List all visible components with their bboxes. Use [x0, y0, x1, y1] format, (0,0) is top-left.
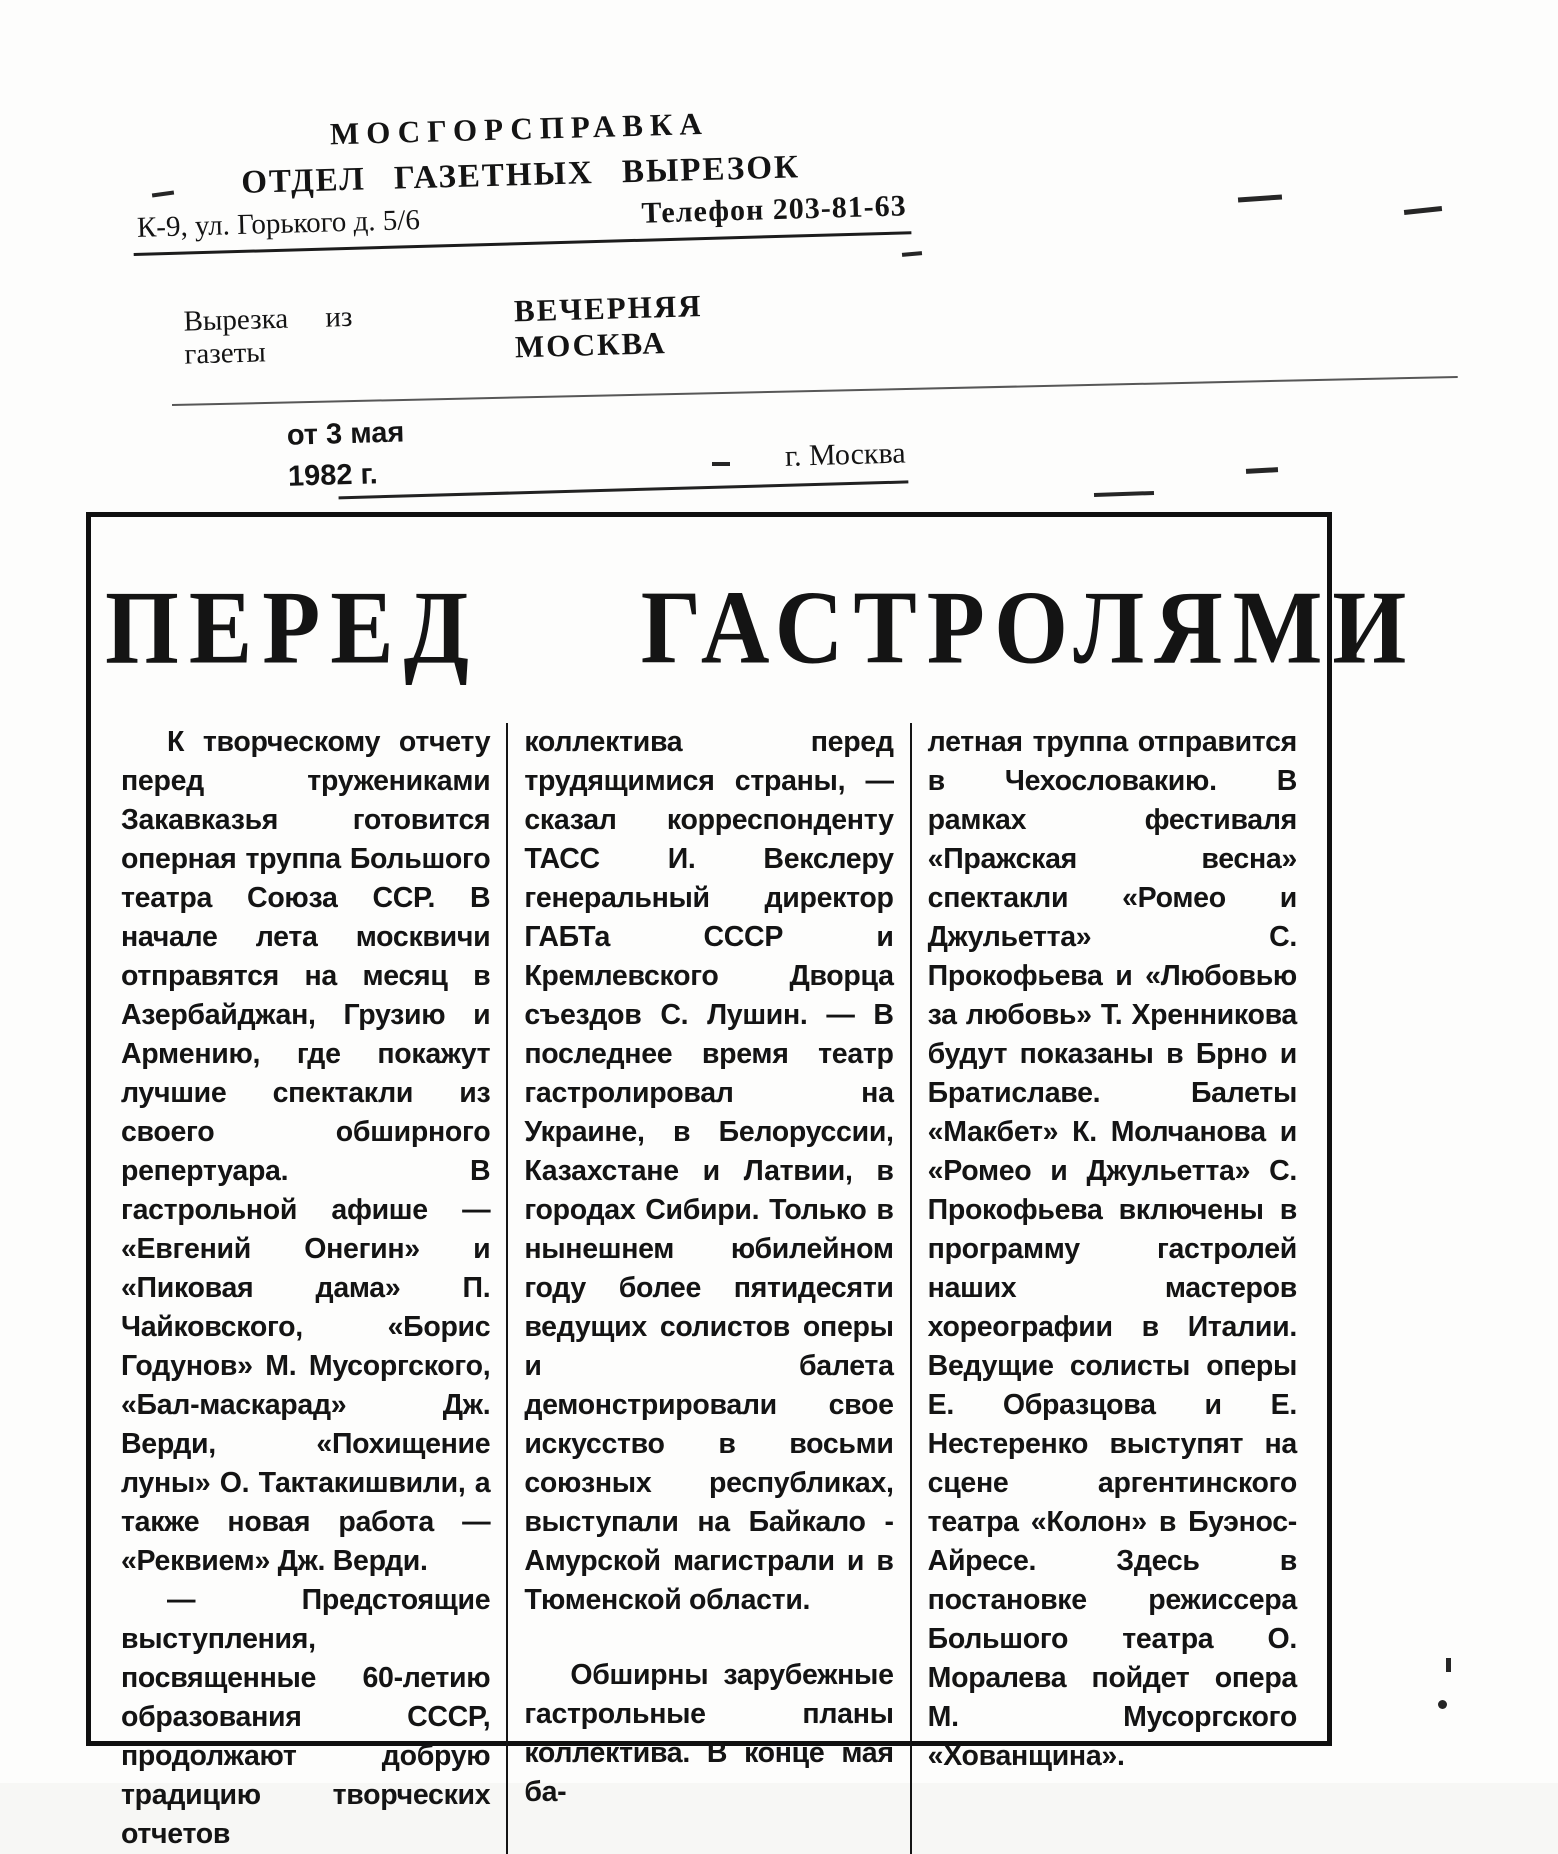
clipping-date [286, 412, 406, 497]
date-from: от 3 мая [286, 416, 405, 452]
scan-speck [1246, 467, 1278, 474]
scan-speck [1446, 1658, 1451, 1672]
scan-speck [1238, 194, 1282, 202]
date-year: 1982 г. [287, 458, 379, 493]
scan-speck [1094, 491, 1154, 497]
department-name: ОТДЕЛ ГАЗЕТНЫХ ВЫРЕЗОК [240, 149, 801, 201]
newspaper-name: ВЕЧЕРНЯЯ МОСКВА [513, 288, 703, 365]
paragraph: — Предстоящие выступления, посвященные 60-летию образования СССР, продолжают добрую традицию творческих отчетов [121, 1584, 491, 1850]
paragraph: летная труппа отправится в Чехословакию. В рамках фестиваля «Пражская весна» спектакли «Ромео и Джульетта» С. Прокофьева и «Любовью за любовь» Т. Хренникова будут показаны в Брно и Братиславе. Балеты «Макбет» К. Молчанова и «Ромео и Джульетта» С. Прокофьева включены в программу гастролей наших мастеров хореографии в Италии. Ведущие солисты оперы Е. Образцова и Е. Нестеренко выступят на сцене аргентинского театра «Колон» в Буэнос-Айресе. Здесь в постановке режиссера Большого театра О. Моралева пойдет опера М. Мусоргского «Хованщина». [927, 726, 1297, 1772]
source-row [135, 282, 915, 376]
scan-speck [1404, 206, 1442, 215]
scan-speck [902, 251, 922, 257]
organization-name: МОСГОРСПРАВКА [329, 105, 710, 152]
scan-speck [1438, 1700, 1447, 1709]
paragraph: К творческому отчету перед тружениками Закавказья готовится оперная труппа Большого театра Союза ССР. В начале лета москвичи отправятся на месяц в Азербайджан, Грузию и Армению, где покажут лучшие спектакли из своего обширного репертуара. В гастрольной афише — «Евгений Онегин» и «Пиковая дама» П. Чайковского, «Борис Годунов» М. Мусоргского, «Бал-маскарад» Дж. Верди, «Похищение луны» О. Тактакишвили, а также новая работа — «Реквием» Дж. Верди. [121, 726, 491, 1577]
phone-number: Телефон 203-81-63 [641, 189, 908, 230]
article-columns [105, 723, 1313, 1854]
article-column-2 [506, 723, 909, 1854]
address-text: К-9, ул. Горького д. 5/6 [136, 203, 421, 244]
article-column-1 [105, 723, 506, 1854]
paragraph: Обширны зарубежные гастрольные планы коллектива. В конце мая ба- [524, 1659, 894, 1808]
paragraph: коллектива перед трудящимися страны, — сказал корреспонденту ТАСС И. Векслеру генеральный директор ГАБТа СССР и Кремлевского Дворца съездов С. Лушин. — В последнее время театр гастролировал на Украине, в Белоруссии, Казахстане и Латвии, в городах Сибири. Только в нынешнем юбилейном году более пятидесяти ведущих солистов оперы и балета демонстрировали свое искусство в восьми союзных республиках, выступали на Байкало - Амурской магистрали и в Тюменской области. [524, 726, 894, 1616]
article-title: ПЕРЕД ГАСТРОЛЯМИ [105, 569, 1417, 686]
source-label: Вырезка из газеты [183, 300, 353, 371]
scan-speck [712, 462, 730, 466]
city-label: г. Москва [784, 436, 907, 473]
article-box [86, 512, 1417, 1850]
article-column-3 [910, 723, 1313, 1854]
clipping-service-stamp [130, 100, 918, 505]
